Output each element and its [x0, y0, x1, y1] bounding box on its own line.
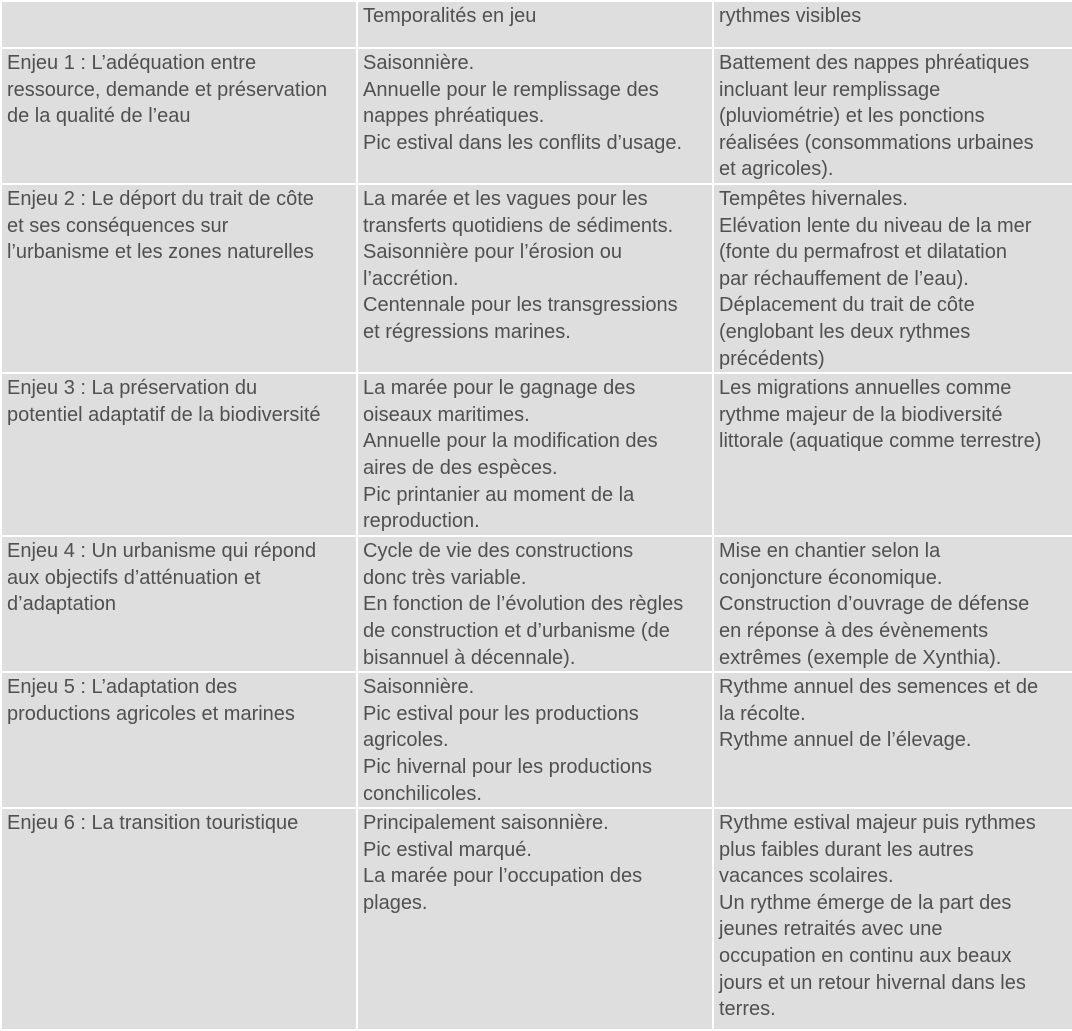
temporalites-text: La marée pour le gagnage des oiseaux maritimes. Annuelle pour la modification des aires de des espèces. Pic printanier au moment de la reproduction. — [363, 377, 658, 533]
enjeu-text: Enjeu 1 : L’adéquation entre ressource, demande et préservation de la qualité de l’eau — [7, 52, 328, 128]
enjeu-text: Enjeu 6 : La transition touristique — [7, 812, 299, 835]
temporalites-text: Cycle de vie des constructions donc très variable. En fonction de l’évolution des règles de construction et d’urbanisme (de bisannuel à décennale). — [363, 540, 684, 669]
enjeu-text: Enjeu 2 : Le déport du trait de côte et ses conséquences sur l’urbanisme et les zones naturelles — [7, 187, 314, 264]
temporalites-cell — [357, 184, 713, 373]
table-row — [1, 808, 1072, 1030]
rythmes-text: Rythme annuel des semences et de la récolte. Rythme annuel de l’élevage. — [719, 676, 1039, 752]
enjeu-cell — [1, 808, 357, 1030]
temporalites-cell — [357, 672, 713, 808]
rythmes-text: Les migrations annuelles comme rythme majeur de la biodiversité littorale (aquatique comme terrestre) — [719, 377, 1042, 453]
table-row — [1, 48, 1072, 184]
temporalites-text: Saisonnière. Annuelle pour le remplissage des nappes phréatiques. Pic estival dans les conflits d’usage. — [363, 52, 683, 154]
header-cell-empty — [1, 1, 357, 48]
header-rythmes: rythmes visibles — [719, 5, 862, 27]
rythmes-text: Mise en chantier selon la conjoncture économique. Construction d’ouvrage de défense en réponse à des évènements extrêmes (exemple de Xynthia). — [719, 540, 1030, 669]
temporalites-text: Principalement saisonnière. Pic estival marqué. La marée pour l’occupation des plages. — [363, 812, 643, 914]
enjeu-cell — [1, 184, 357, 373]
rythmes-text: Battement des nappes phréatiques incluant leur remplissage (pluviométrie) et les ponctions réalisées (consommations urbaines et agricoles). — [719, 52, 1034, 181]
enjeu-cell — [1, 373, 357, 536]
rythmes-cell — [713, 373, 1072, 536]
rythmes-cell — [713, 808, 1072, 1030]
header-temporalites: Temporalités en jeu — [363, 5, 537, 27]
table-row — [1, 184, 1072, 373]
table-row — [1, 373, 1072, 536]
enjeu-cell — [1, 536, 357, 672]
enjeu-text: Enjeu 4 : Un urbanisme qui répond aux objectifs d’atténuation et d’adaptation — [7, 540, 317, 616]
rythmes-cell — [713, 672, 1072, 808]
temporalites-text: La marée et les vagues pour les transferts quotidiens de sédiments. Saisonnière pour l’érosion ou l’accrétion. Centennale pour les transgressions et régressions marines. — [363, 187, 678, 343]
rythmes-text: Rythme estival majeur puis rythmes plus faibles durant les autres vacances scolaires. Un rythme émerge de la part des jeunes retraités avec une occupation en continu aux beaux jours et un retour hivernal dans les terres. — [719, 812, 1036, 1021]
rythmes-text: Tempêtes hivernales. Elévation lente du niveau de la mer (fonte du permafrost et dilatation par réchauffement de l’eau). Déplacement du trait de côte (englobant les deux rythmes précédents) — [719, 187, 1032, 370]
rythmes-cell — [713, 536, 1072, 672]
rythmes-cell — [713, 184, 1072, 373]
temporalites-cell — [357, 536, 713, 672]
header-cell-temporalites — [357, 1, 713, 48]
header-cell-rythmes — [713, 1, 1072, 48]
temporalites-text: Saisonnière. Pic estival pour les productions agricoles. Pic hivernal pour les productions conchilicoles. — [363, 676, 653, 805]
temporalites-cell — [357, 808, 713, 1030]
enjeu-cell — [1, 672, 357, 808]
enjeu-text: Enjeu 3 : La préservation du potentiel adaptatif de la biodiversité — [7, 377, 321, 426]
table-row — [1, 536, 1072, 672]
enjeu-cell — [1, 48, 357, 184]
temporalites-cell — [357, 373, 713, 536]
table-header-row — [1, 1, 1072, 48]
rythmes-cell — [713, 48, 1072, 184]
temporalites-cell — [357, 48, 713, 184]
table-row — [1, 672, 1072, 808]
enjeu-text: Enjeu 5 : L’adaptation des productions agricoles et marines — [7, 676, 295, 725]
